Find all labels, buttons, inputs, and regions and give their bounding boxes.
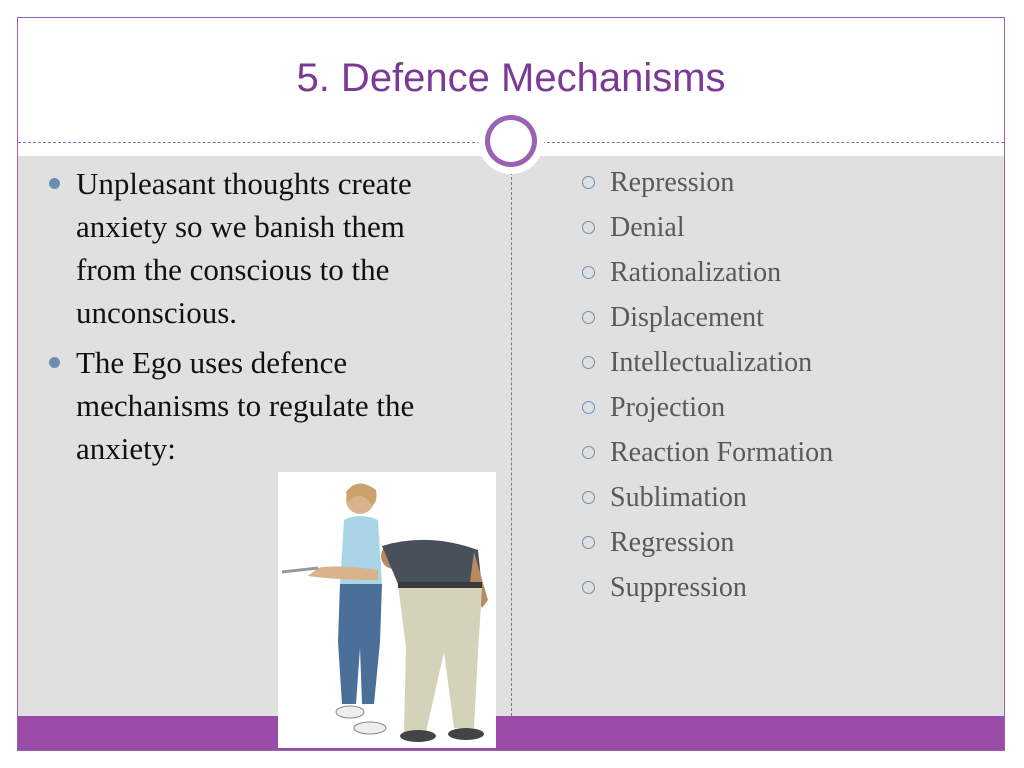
mechanism-item [580, 205, 980, 250]
mechanism-item [580, 250, 980, 295]
ring-bullet-icon [582, 221, 595, 234]
mechanism-label: Sublimation [610, 482, 747, 513]
ring-bullet-icon [582, 311, 595, 324]
mechanism-label: Intellectualization [610, 347, 813, 378]
mechanism-label: Regression [610, 527, 735, 558]
column-divider [511, 172, 512, 716]
mechanism-item [580, 340, 980, 385]
ring-bullet-icon [582, 176, 595, 189]
mechanism-item [580, 295, 980, 340]
ring-bullet-icon [582, 581, 595, 594]
divider-ornament-center [490, 120, 532, 162]
mechanism-item [580, 565, 980, 610]
mechanism-item [580, 520, 980, 565]
left-bullet-item [46, 341, 466, 470]
mechanism-item [580, 475, 980, 520]
mechanism-item [580, 160, 980, 205]
ring-bullet-icon [582, 266, 595, 279]
mechanism-label: Rationalization [610, 257, 782, 288]
left-bullet-text: Unpleasant thoughts create anxiety so we banish them from the conscious to the unconscious. [76, 166, 412, 330]
slide-title: 5. Defence Mechanisms [296, 56, 726, 100]
ring-bullet-icon [582, 356, 595, 369]
bullet-dot-icon [49, 178, 60, 189]
self-defence-photo [278, 472, 496, 748]
footer-bar [18, 716, 1004, 750]
mechanism-label: Reaction Formation [610, 437, 834, 468]
bullet-dot-icon [49, 357, 60, 368]
ring-bullet-icon [582, 446, 595, 459]
mechanism-list [580, 160, 980, 610]
mechanism-item [580, 430, 980, 475]
left-bullet-text: The Ego uses defence mechanisms to regulate the anxiety: [76, 345, 415, 466]
ring-bullet-icon [582, 491, 595, 504]
mechanism-label: Repression [610, 167, 735, 198]
mechanism-label: Displacement [610, 302, 764, 333]
left-bullet-list [46, 162, 466, 477]
mechanism-label: Projection [610, 392, 726, 423]
left-bullet-item [46, 162, 466, 334]
mechanism-label: Denial [610, 212, 685, 243]
mechanism-item [580, 385, 980, 430]
ring-bullet-icon [582, 536, 595, 549]
mechanism-label: Suppression [610, 572, 747, 603]
ring-bullet-icon [582, 401, 595, 414]
people-illustration-icon [278, 472, 496, 748]
